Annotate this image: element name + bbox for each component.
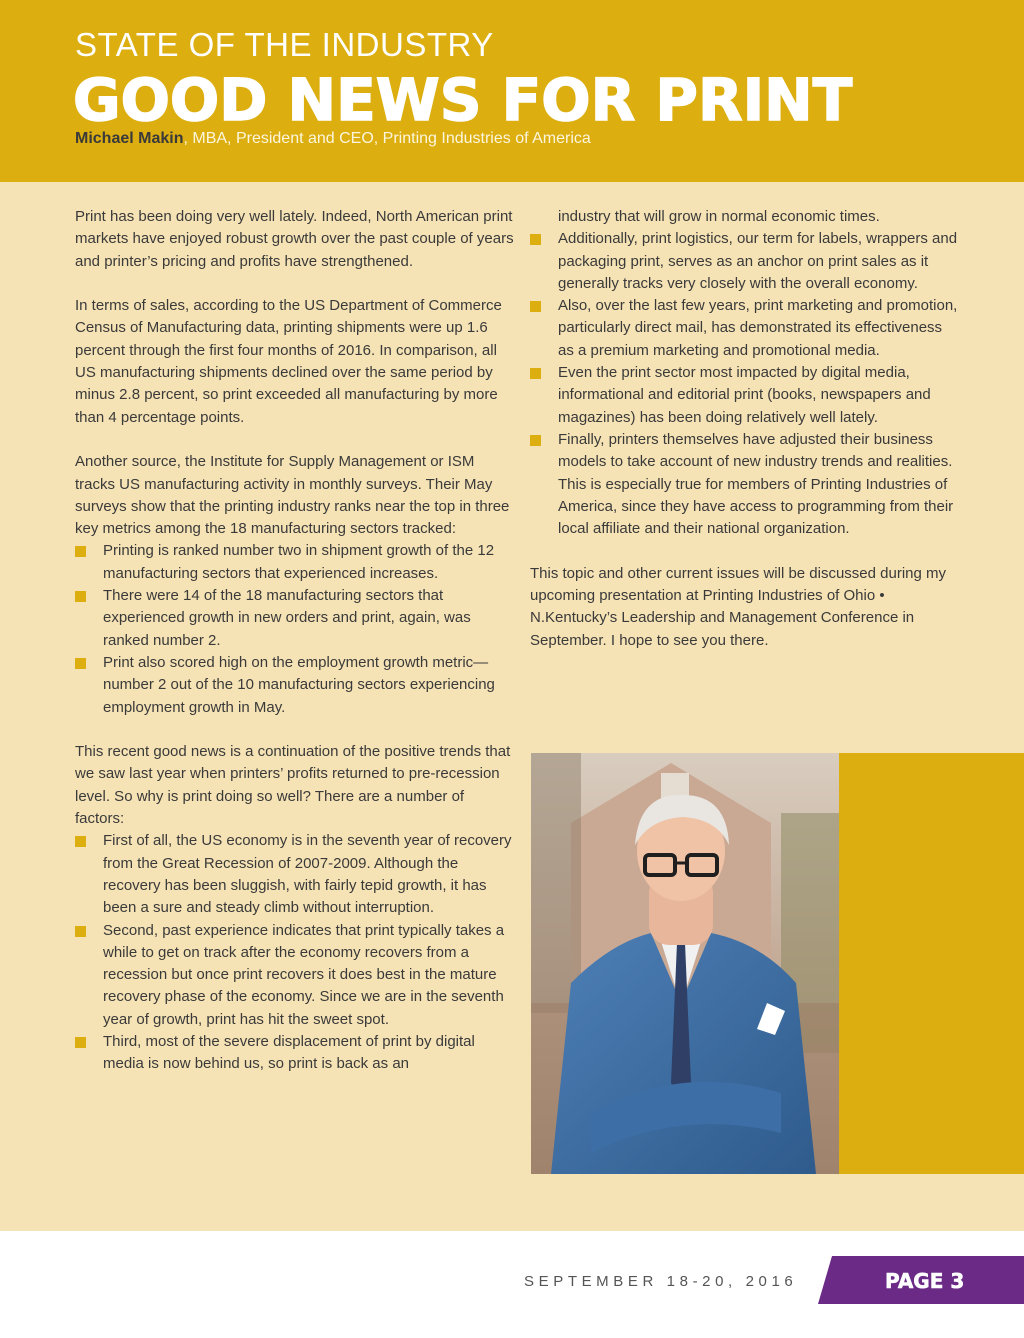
- section-kicker: STATE OF THE INDUSTRY: [75, 26, 494, 63]
- header-banner: [0, 0, 1024, 182]
- article-headline: GOOD NEWS FOR PRINT: [73, 66, 853, 134]
- page-number: PAGE 3: [885, 1269, 965, 1293]
- bullet-item: Additionally, print logistics, our term for labels, wrappers and packaging print, serves as an anchor on print sales as it generally tracks very closely with the overall economy.: [530, 228, 960, 295]
- paragraph: This recent good news is a continuation of the positive trends that we saw last year when printers’ profits returned to pre-recession level. So why is print doing so well? There are a number of factors:: [75, 743, 511, 828]
- continued-bullet-text: industry that will grow in normal economic times.: [558, 208, 880, 225]
- footer-date: SEPTEMBER 18-20, 2016: [524, 1273, 798, 1290]
- bullet-item: Finally, printers themselves have adjusted their business models to take account of new industry trends and realities. This is especially true for members of Printing Industries of America, since they have access to programming from their local affiliate and their national organization.: [530, 429, 960, 540]
- accent-color-block: [839, 753, 1024, 1174]
- bullet-item: Third, most of the severe displacement of print by digital media is now behind us, so print is back as an: [75, 1031, 515, 1076]
- bullet-item: There were 14 of the 18 manufacturing sectors that experienced growth in new orders and print, again, was ranked number 2.: [75, 585, 515, 652]
- bullet-item: Even the print sector most impacted by digital media, informational and editorial print (books, newspapers and magazines) has been doing relatively well lately.: [530, 362, 960, 429]
- byline: [75, 130, 591, 148]
- author-photo: [531, 753, 839, 1174]
- author-portrait-illustration: [531, 753, 839, 1174]
- paragraph: Print has been doing very well lately. Indeed, North American print markets have enjoyed robust growth over the past couple of years and printer’s pricing and profits have strengthened.: [75, 208, 514, 270]
- bullet-item: Printing is ranked number two in shipment growth of the 12 manufacturing sectors that experienced increases.: [75, 540, 515, 585]
- left-column: [75, 206, 515, 1076]
- paragraph: In terms of sales, according to the US Department of Commerce Census of Manufacturing data, printing shipments were up 1.6 percent through the first four months of 2016. In comparison, all US manufacturing shipments declined over the same period by minus 2.8 percent, so print exceeded all manufacturing by more than 4 percentage points.: [75, 297, 502, 426]
- paragraph: Another source, the Institute for Supply Management or ISM tracks US manufacturing activity in monthly surveys. Their May surveys show that the printing industry ranks near the top in three key metrics among the 18 manufacturing sectors tracked:: [75, 453, 510, 538]
- right-column: [530, 206, 960, 652]
- bullet-item: Also, over the last few years, print marketing and promotion, particularly direct mail, has demonstrated its effectiveness as a premium marketing and promotional media.: [530, 295, 960, 362]
- bullet-item: Print also scored high on the employment growth metric—number 2 out of the 10 manufacturing sectors experiencing employment growth in May.: [75, 652, 515, 719]
- author-name: Michael Makin: [75, 130, 184, 147]
- bullet-item: Second, past experience indicates that print typically takes a while to get on track after the economy recovers from a recession but once print recovers it does best in the mature recovery phase of the economy. Since we are in the seventh year of growth, print has hit the sweet spot.: [75, 920, 515, 1031]
- closing-paragraph: This topic and other current issues will be discussed during my upcoming presentation at Printing Industries of Ohio • N.Kentucky’s Leadership and Management Conference in September. I hope to see you there.: [530, 564, 947, 649]
- bullet-item: First of all, the US economy is in the seventh year of recovery from the Great Recession of 2007-2009. Although the recovery has been sluggish, with fairly tepid growth, it has been a sure and steady climb without interruption.: [75, 830, 515, 919]
- author-title: , MBA, President and CEO, Printing Industries of America: [183, 130, 591, 147]
